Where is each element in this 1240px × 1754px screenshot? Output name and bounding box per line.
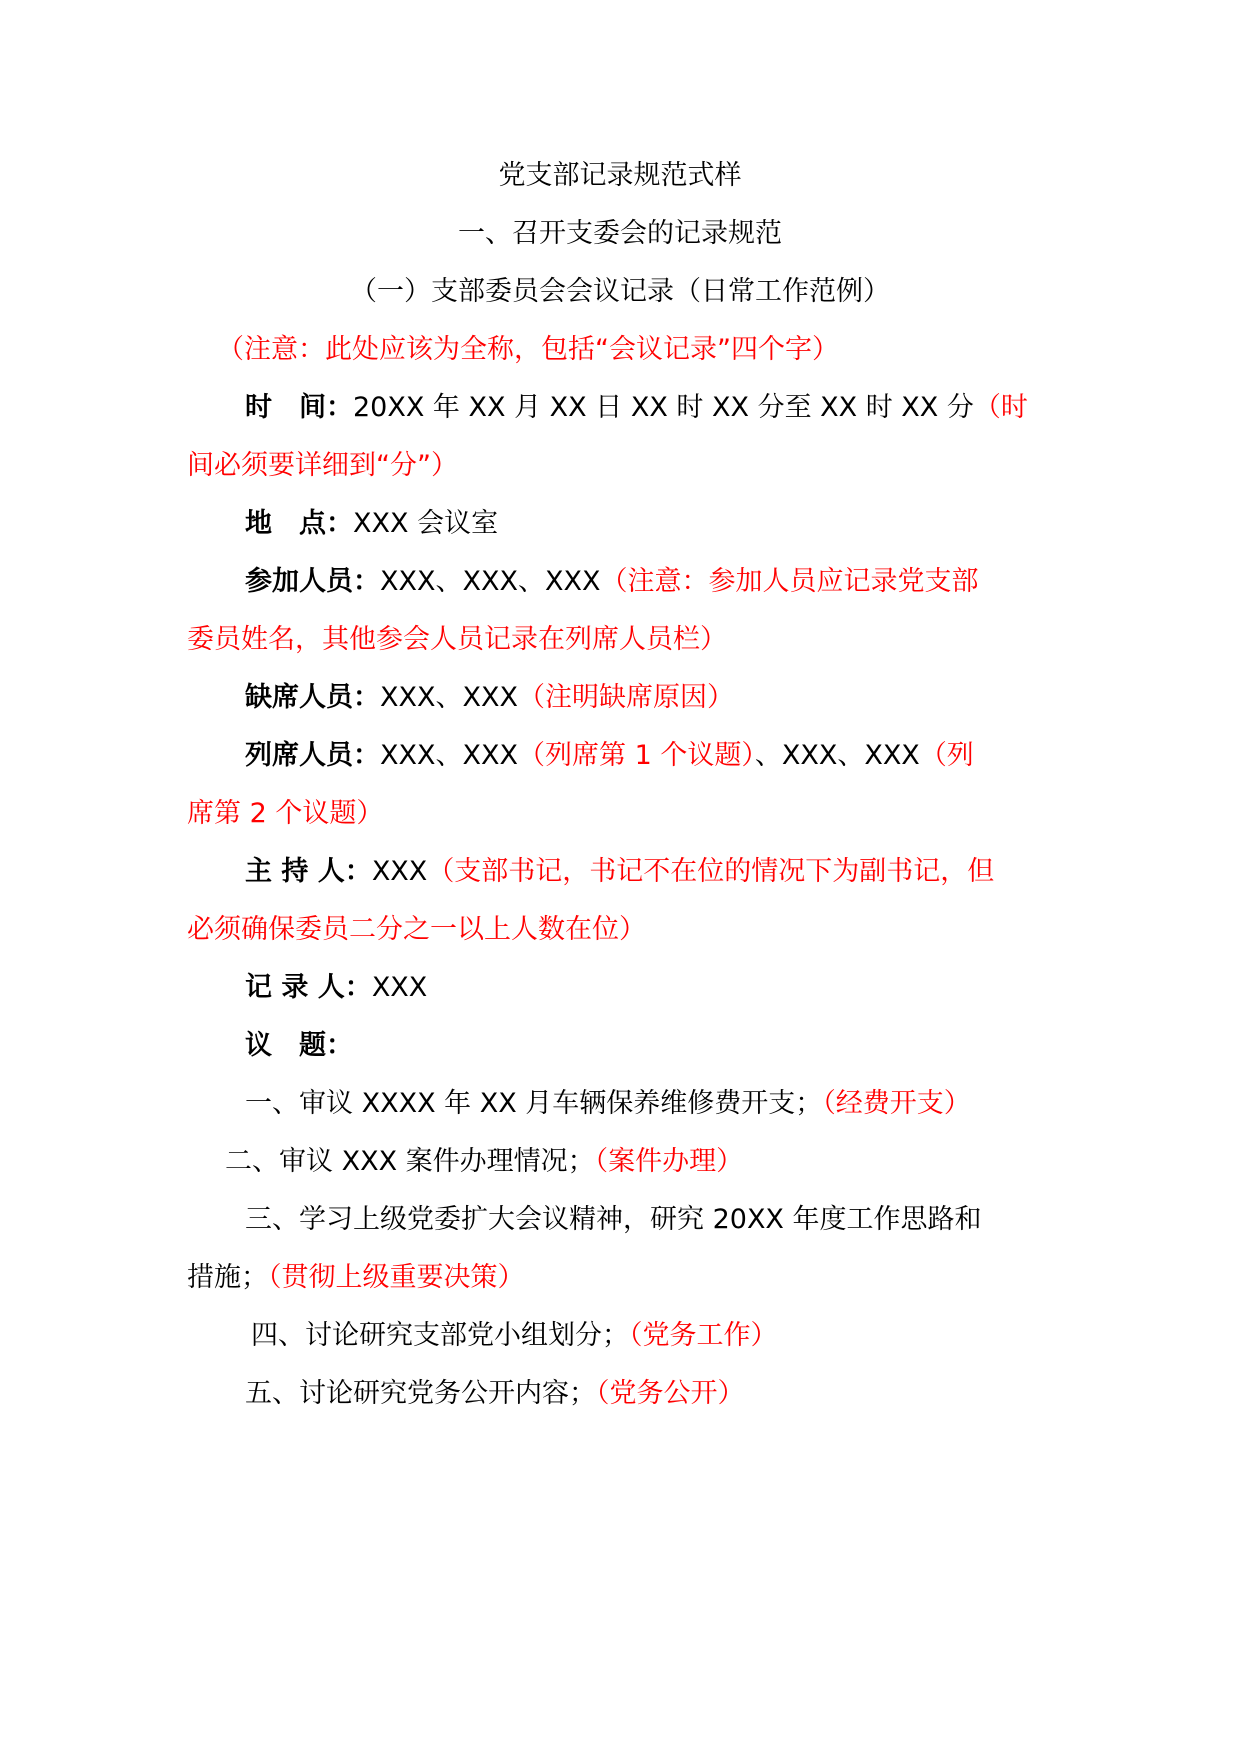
observers-value-2: 、XXX、XXX	[754, 740, 920, 771]
fullname-note: （注意：此处应该为全称，包括“会议记录”四个字）	[217, 334, 839, 365]
agenda-item-note: （贯彻上级重要决策）	[268, 1262, 525, 1293]
agenda-item-note: （党务工作）	[629, 1320, 778, 1351]
observers-value-1: XXX、XXX	[380, 740, 518, 771]
host-label: 主 持 人：	[245, 856, 372, 887]
subsection-heading: （一）支部委员会会议记录（日常工作范例）	[350, 276, 890, 307]
absentees-value: XXX、XXX	[380, 682, 518, 713]
time-note-a: （时	[973, 392, 1028, 423]
agenda-item-continued	[187, 1258, 1067, 1298]
time-field	[245, 388, 1125, 428]
host-note-a: （支部书记，书记不在位的情况下为副书记，但	[427, 856, 995, 887]
observers-note-2a: （列	[919, 740, 974, 771]
place-label: 地 点：	[245, 508, 353, 539]
attendees-note-a: （注意：参加人员应记录党支部	[600, 566, 979, 597]
agenda-item-text: 一、审议 XXXX 年 XX 月车辆保养维修费开支；	[245, 1088, 823, 1119]
agenda-item-note: （案件办理）	[594, 1146, 744, 1177]
place-value: XXX 会议室	[353, 508, 499, 539]
agenda-item	[245, 1374, 1125, 1414]
absentees-field	[245, 678, 1125, 718]
host-note-b: 必须确保委员二分之一以上人数在位）	[187, 914, 646, 945]
recorder-label: 记 录 人：	[245, 972, 372, 1003]
time-label: 时 间：	[245, 392, 353, 423]
agenda-item-note: （党务公开）	[596, 1378, 745, 1409]
agenda-item-text: 二、审议 XXX 案件办理情况；	[225, 1146, 595, 1177]
observers-note-1: （列席第 1 个议题）	[517, 740, 755, 771]
time-note-b: 间必须要详细到“分”）	[187, 450, 458, 481]
host-field	[245, 852, 1125, 892]
attendees-label: 参加人员：	[245, 566, 380, 597]
agenda-item	[251, 1316, 1131, 1356]
absentees-label: 缺席人员：	[245, 682, 380, 713]
observers-label: 列席人员：	[245, 740, 380, 771]
agenda-item-text: 三、学习上级党委扩大会议精神，研究 20XX 年度工作思路和	[245, 1204, 982, 1235]
observers-field	[245, 736, 1125, 776]
agenda-item-note: （经费开支）	[822, 1088, 971, 1119]
observers-note-2b: 席第 2 个议题）	[187, 798, 384, 829]
attendees-value: XXX、XXX、XXX	[380, 566, 601, 597]
agenda-item	[245, 1084, 1125, 1124]
time-value: 20XX 年 XX 月 XX 日 XX 时 XX 分至 XX 时 XX 分	[353, 392, 974, 423]
agenda-heading	[245, 1026, 1125, 1066]
agenda-item-text: 措施；	[187, 1262, 268, 1293]
absentees-note: （注明缺席原因）	[517, 682, 734, 713]
attendees-field	[245, 562, 1125, 602]
section-heading: 一、召开支委会的记录规范	[458, 218, 782, 249]
recorder-value: XXX	[371, 972, 428, 1003]
agenda-item	[245, 1200, 1125, 1240]
agenda-item-text: 四、讨论研究支部党小组划分；	[251, 1320, 629, 1351]
recorder-field	[245, 968, 1125, 1008]
agenda-item-text: 五、讨论研究党务公开内容；	[245, 1378, 596, 1409]
attendees-note-b: 委员姓名，其他参会人员记录在列席人员栏）	[187, 624, 727, 655]
place-field	[245, 504, 1125, 544]
host-value: XXX	[371, 856, 428, 887]
agenda-item	[225, 1142, 1105, 1182]
document-title: 党支部记录规范式样	[498, 160, 742, 191]
agenda-label: 议 题：	[245, 1030, 353, 1061]
